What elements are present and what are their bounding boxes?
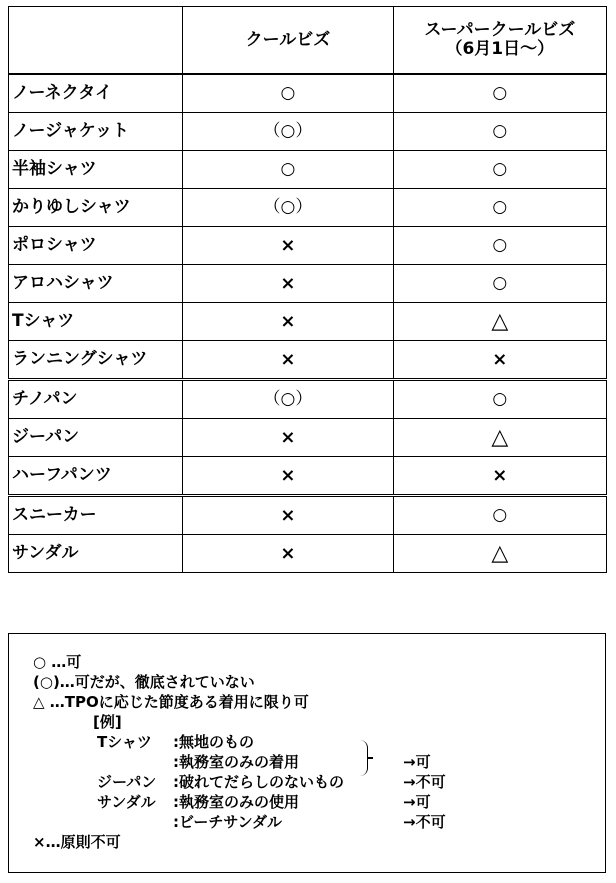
legend-example-row: [33, 752, 605, 772]
row-super-cool-biz-mark: ○: [393, 113, 606, 151]
example-description: :無地のもの: [173, 733, 254, 751]
row-super-cool-biz-mark: ○: [393, 189, 606, 227]
row-item-label: ノーネクタイ: [9, 74, 183, 113]
legend-ng: ×…原則不可: [33, 833, 121, 851]
row-cool-biz-mark: ×: [183, 341, 393, 380]
header-super-title: スーパークールビズ: [424, 20, 576, 40]
table-header-row: [9, 7, 607, 75]
row-cool-biz-mark: ×: [183, 419, 393, 457]
row-item-label: ノージャケット: [9, 113, 183, 151]
example-item: サンダル: [97, 793, 156, 811]
row-item-label: スニーカー: [9, 496, 183, 535]
legend-example-row: [33, 732, 605, 752]
legend-conditional: △ …TPOに応じた節度ある着用に限り可: [33, 693, 309, 711]
example-item: ジーパン: [97, 773, 157, 791]
row-super-cool-biz-mark: ○: [393, 380, 606, 419]
legend-box: [8, 633, 606, 873]
row-cool-biz-mark: ×: [183, 265, 393, 303]
legend-partial: (○)…可だが、徹底されていない: [33, 673, 255, 691]
row-super-cool-biz-mark: △: [393, 303, 606, 341]
row-super-cool-biz-mark: △: [393, 419, 606, 457]
row-super-cool-biz-mark: ○: [393, 74, 606, 113]
example-result: →不可: [403, 813, 446, 831]
table-row: [9, 341, 607, 380]
example-result: →可: [403, 793, 431, 811]
table-row: [9, 227, 607, 265]
row-item-label: チノパン: [9, 380, 183, 419]
legend-example-row: [33, 792, 605, 812]
row-super-cool-biz-mark: ○: [393, 227, 606, 265]
table-row: [9, 265, 607, 303]
legend-example-row: [33, 812, 605, 832]
brace-icon: [357, 740, 368, 776]
example-result: →可: [403, 753, 431, 771]
header-super-date: （6月1日～）: [445, 39, 555, 59]
example-description: :ビーチサンダル: [173, 813, 283, 831]
table-row: [9, 303, 607, 341]
table-row: [9, 496, 607, 535]
row-cool-biz-mark: （○）: [183, 113, 393, 151]
legend-example-label: [例]: [93, 713, 122, 731]
row-item-label: ランニングシャツ: [9, 341, 183, 380]
row-super-cool-biz-mark: ○: [393, 496, 606, 535]
row-item-label: ジーパン: [9, 419, 183, 457]
row-cool-biz-mark: ×: [183, 535, 393, 573]
row-cool-biz-mark: ○: [183, 74, 393, 113]
row-cool-biz-mark: （○）: [183, 189, 393, 227]
row-cool-biz-mark: ×: [183, 496, 393, 535]
legend-ok: ○ …可: [33, 653, 82, 671]
header-super-cool-biz: [393, 7, 606, 75]
example-description: :執務室のみの着用: [173, 753, 299, 771]
legend-examples: [33, 732, 605, 832]
row-cool-biz-mark: ×: [183, 227, 393, 265]
row-cool-biz-mark: ○: [183, 151, 393, 189]
row-item-label: かりゆしシャツ: [9, 189, 183, 227]
dress-code-table: [8, 6, 607, 573]
table-row: [9, 189, 607, 227]
header-cool-biz: クールビズ: [183, 7, 393, 75]
row-super-cool-biz-mark: △: [393, 535, 606, 573]
table-row: [9, 535, 607, 573]
table-row: [9, 419, 607, 457]
row-item-label: Tシャツ: [9, 303, 183, 341]
table-row: [9, 457, 607, 496]
row-item-label: ハーフパンツ: [9, 457, 183, 496]
row-item-label: 半袖シャツ: [9, 151, 183, 189]
example-description: :執務室のみの使用: [173, 793, 299, 811]
row-super-cool-biz-mark: ×: [393, 457, 606, 496]
row-cool-biz-mark: （○）: [183, 380, 393, 419]
row-item-label: ポロシャツ: [9, 227, 183, 265]
example-description: :破れてだらしのないもの: [173, 773, 344, 791]
header-item: [9, 7, 183, 75]
row-super-cool-biz-mark: ○: [393, 151, 606, 189]
table-row: [9, 380, 607, 419]
row-super-cool-biz-mark: ×: [393, 341, 606, 380]
row-super-cool-biz-mark: ○: [393, 265, 606, 303]
table-row: [9, 151, 607, 189]
table-row: [9, 113, 607, 151]
row-item-label: サンダル: [9, 535, 183, 573]
row-item-label: アロハシャツ: [9, 265, 183, 303]
example-result: →不可: [403, 773, 446, 791]
row-cool-biz-mark: ×: [183, 303, 393, 341]
row-cool-biz-mark: ×: [183, 457, 393, 496]
example-item: Tシャツ: [97, 733, 152, 751]
legend-example-row: [33, 772, 605, 792]
table-row: [9, 74, 607, 113]
